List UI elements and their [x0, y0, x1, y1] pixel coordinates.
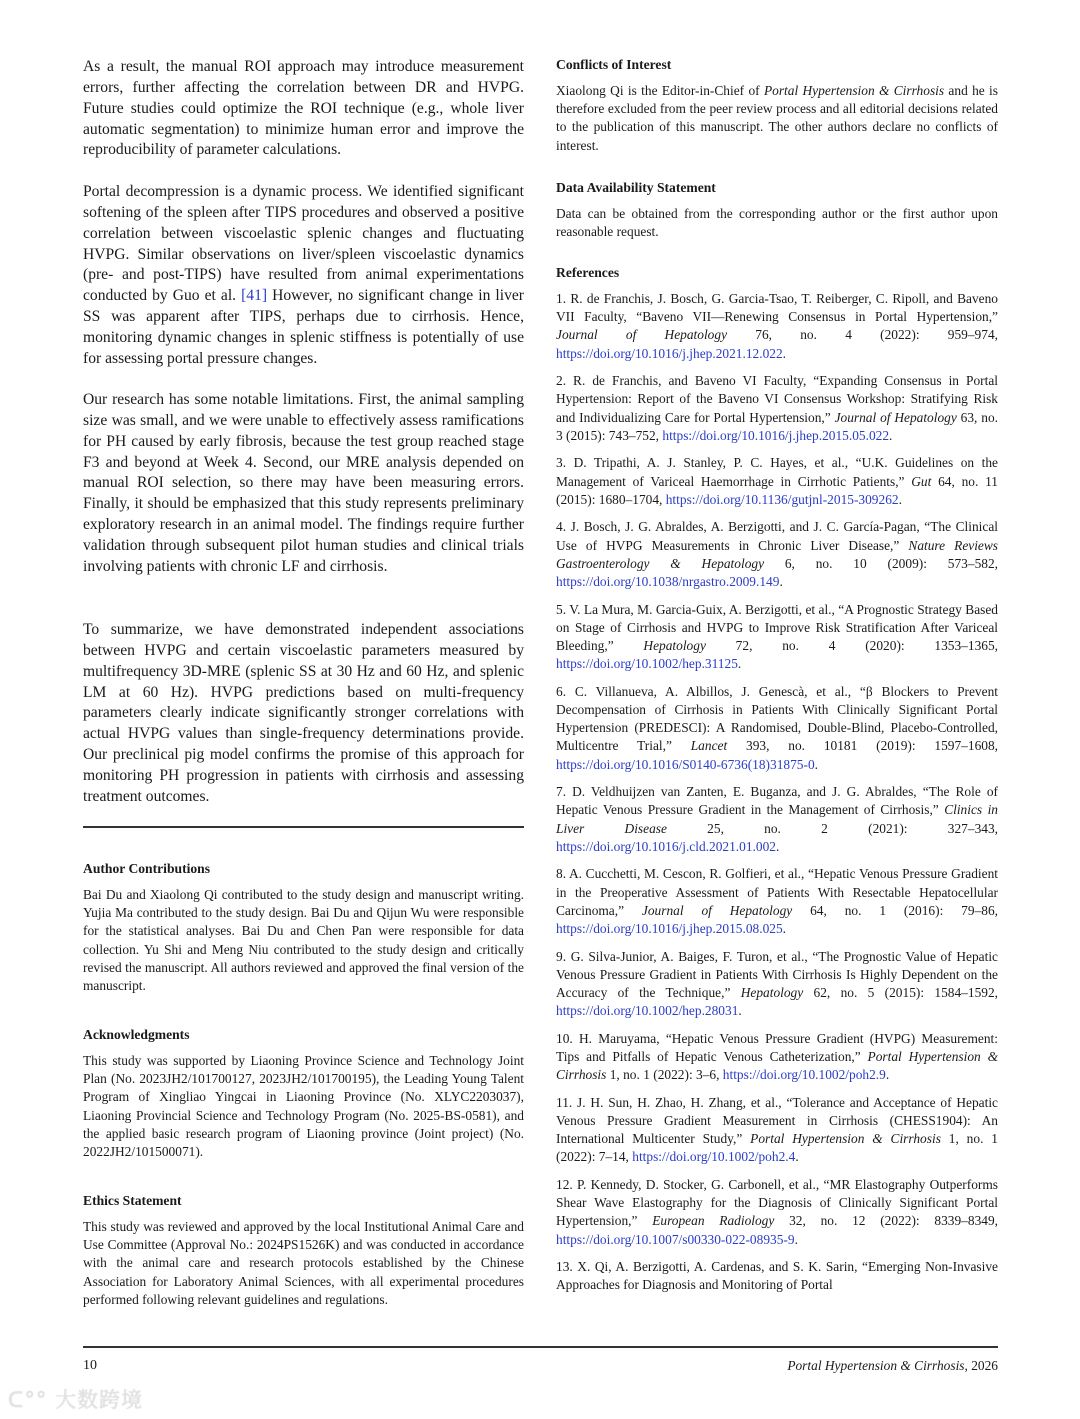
reference-journal: Clinics in Liver Disease [556, 802, 998, 836]
punctuation: . [782, 345, 787, 361]
citation-link[interactable]: [41] [241, 287, 268, 305]
section-text: This study was supported by Liaoning Province Science and Technology Joint Plan (No. 2023JH2/101700127, 2023JH2/101700195), the Leading Young Talent Program of Xingliao Yingcai in Liaoning Province (No. XLYC2203037), Liaoning Provincial Science and Technology Program (No. 2025-BS-0581), and the applied basic research program of Liaoning province (Joint project) (No. 2022JH2/101500071). [83, 1053, 524, 1160]
punctuation: . [737, 656, 742, 672]
year: , 2026 [964, 1358, 998, 1373]
punctuation: . [889, 427, 893, 443]
reference-journal: Journal of Hepatology [641, 902, 793, 918]
author-contributions-section [83, 861, 524, 995]
journal-name: Portal Hypertension & Cirrhosis [763, 83, 945, 98]
reference-text: 1. R. de Franchis, J. Bosch, G. Garcia-Tsao, T. Reiberger, C. Ripoll, and Baveno VII Faculty, “Baveno VII—Renewing Consensus in Portal Hypertension,” [556, 291, 998, 325]
reference-text: 6. C. Villanueva, A. Albillos, J. Genescà, et al., “β Blockers to Prevent Decompensation of Cirrhosis in Patients With Clinically Significant Portal Hypertension (PREDESCI): A Randomised, Double-Blind, Placebo-Controlled, Multicentre Trial,” [556, 683, 998, 754]
watermark-logo: ᑕ°° 大数跨境 [8, 1388, 144, 1412]
reference-item [556, 783, 998, 856]
reference-text: 11. J. H. Sun, H. Zhao, H. Zhang, et al., “Tolerance and Acceptance of Hepatic Venous Pressure Gradient Measurement in Cirrhosis (CHESS1904): An International Multicenter Study,” [556, 1094, 998, 1147]
body-paragraph-portal-decompression [83, 182, 524, 370]
reference-text: 7. D. Veldhuijzen van Zanten, E. Buganza, and J. G. Abraldes, “The Role of Hepatic Venous Pressure Gradient in the Management of Cirrhosis,” [556, 784, 998, 818]
reference-text: 10. H. Maruyama, “Hepatic Venous Pressure Gradient (HVPG) Measurement: Tips and Pitfalls of Hepatic Venous Catheterization,” [556, 1030, 998, 1065]
reference-text: 62, no. 5 (2015): 1584–1592, [803, 985, 998, 1001]
reference-text: 1, no. 1 (2022): 7–14, [556, 1131, 998, 1165]
reference-journal: Journal of Hepatology [556, 327, 728, 343]
reference-item [556, 454, 998, 509]
punctuation: . [814, 756, 818, 772]
reference-doi-link[interactable]: https://doi.org/10.1016/j.cld.2021.01.002 [556, 838, 776, 854]
reference-doi-link[interactable]: https://doi.org/10.1016/j.jhep.2015.08.025 [556, 921, 783, 937]
reference-text: 4. J. Bosch, J. G. Abraldes, A. Berzigotti, and J. C. García-Pagan, “The Clinical Use of HVPG Measurements in Chronic Liver Disease,” [556, 519, 998, 553]
reference-text: 63, no. 3 (2015): 743–752, [556, 409, 998, 443]
punctuation: . [794, 1231, 798, 1247]
punctuation: . [885, 1067, 890, 1083]
reference-item [556, 290, 998, 363]
reference-doi-link[interactable]: https://doi.org/10.1038/nrgastro.2009.149 [556, 574, 780, 590]
reference-journal: European Radiology [652, 1213, 775, 1229]
text: However, no significant change in liver SS was apparent after TIPS, perhaps due to cirrhosis. Hence, monitoring dynamic changes in splenic stiffness is potentially of use for assessing portal pressure changes. [83, 287, 524, 367]
reference-item [556, 948, 998, 1021]
reference-item [556, 1030, 998, 1085]
reference-doi-link[interactable]: https://doi.org/10.1016/S0140-6736(18)31875-0 [556, 756, 815, 772]
reference-text: 25, no. 2 (2021): 327–343, [666, 820, 998, 836]
reference-text: 9. G. Silva-Junior, A. Baiges, F. Turon, et al., “The Prognostic Value of Hepatic Venous Pressure Gradient in Patients With Cirrhosis Is Highly Dependent on the Accuracy of the Technique,” [556, 948, 998, 1001]
section-text: Data can be obtained from the corresponding author or the first author upon reasonable request. [556, 206, 998, 240]
reference-text: 76, no. 4 (2022): 959–974, [727, 327, 998, 343]
page-number: 10 [83, 1358, 97, 1373]
reference-text: 64, no. 1 (2016): 79–86, [792, 902, 999, 918]
reference-journal: Nature Reviews Gastroenterology & Hepatology [556, 537, 999, 571]
reference-doi-link[interactable]: https://doi.org/10.1136/gutjnl-2015-309262 [665, 491, 899, 507]
section-text [556, 82, 998, 155]
reference-journal: Lancet [690, 738, 728, 754]
acknowledgments-section [83, 1027, 524, 1161]
reference-journal: Portal Hypertension & Cirrhosis [556, 1049, 999, 1083]
section-divider [83, 826, 524, 828]
journal-name: Portal Hypertension & Cirrhosis [787, 1358, 965, 1373]
body-paragraph-summary: To summarize, we have demonstrated independent associations between HVPG and certain viscoelastic parameters measured by multifrequency 3D-MRE (splenic SS at 30 Hz and 60 Hz, and splenic LM at 60 Hz). HVPG predictions based on multi-frequency parameters clearly indicate significantly stronger correlations with actual HVPG values than single-frequency determinations provide. Our preclinical pig model confirms the promise of this approach for monitoring PH progression in patients with cirrhosis and assessing treatment outcomes. [83, 621, 524, 805]
reference-text: 8. A. Cucchetti, M. Cescon, R. Golfieri, et al., “Hepatic Venous Pressure Gradient in the Preoperative Assessment of Patients With Resectable Hepatocellular Carcinoma,” [556, 866, 998, 918]
footer-journal [787, 1358, 998, 1374]
text: Xiaolong Qi is the Editor-in-Chief of [556, 83, 764, 98]
reference-journal: Portal Hypertension & Cirrhosis [750, 1131, 941, 1147]
reference-text: 12. P. Kennedy, D. Stocker, G. Carbonell, et al., “MR Elastography Outperforms Shear Wave Elastography for the Diagnosis of Clinically Significant Portal Hypertension,” [556, 1177, 998, 1229]
punctuation: . [782, 921, 787, 937]
section-heading: Conflicts of Interest [556, 57, 672, 72]
watermark-text: 大数跨境 [55, 1388, 144, 1412]
reference-item [556, 865, 998, 938]
reference-item [556, 1176, 998, 1249]
reference-text: 13. X. Qi, A. Berzigotti, A. Cardenas, and S. K. Sarin, “Emerging Non-Invasive Approaches for Diagnosis and Monitoring of Portal [556, 1259, 998, 1293]
reference-item [556, 518, 998, 591]
data-availability-section [556, 180, 998, 241]
reference-text: 5. V. La Mura, M. Garcia-Guix, A. Berzigotti, et al., “A Prognostic Strategy Based on Stage of Cirrhosis and HVPG to Improve Risk Stratification After Variceal Bleeding,” [556, 601, 998, 654]
section-heading: References [556, 265, 620, 280]
reference-doi-link[interactable]: https://doi.org/10.1007/s00330-022-08935-9 [556, 1231, 795, 1247]
punctuation: . [898, 491, 902, 507]
reference-text: 72, no. 4 (2020): 1353–1365, [705, 638, 999, 654]
reference-item [556, 683, 998, 774]
reference-item [556, 1094, 998, 1167]
ethics-section [83, 1193, 524, 1309]
reference-item [556, 601, 998, 674]
text: and he is therefore excluded from the peer review process and all editorial decisions related to the publication of this manuscript. The other authors declare no conflicts of interest. [556, 83, 998, 153]
reference-journal: Gut [911, 473, 932, 489]
references-section [556, 265, 998, 1304]
reference-list [556, 290, 998, 1295]
reference-text: 2. R. de Franchis, and Baveno VI Faculty, “Expanding Consensus in Portal Hypertension: Report of the Baveno VI Consensus Workshop: Stratifying Risk and Individualizing Care for Portal Hypertension,” [556, 373, 998, 425]
section-text: This study was reviewed and approved by the local Institutional Animal Care and Use Committee (Approval No.: 2024PS1526K) and was conducted in accordance with the animal care and research protocols established by the Chinese Association for Laboratory Animal Sciences, with all experimental procedures performed following relevant guidelines and regulations. [83, 1219, 524, 1307]
reference-doi-link[interactable]: https://doi.org/10.1002/poh2.4 [632, 1149, 796, 1165]
punctuation: . [795, 1149, 799, 1165]
reference-doi-link[interactable]: https://doi.org/10.1002/hep.28031 [556, 1003, 739, 1019]
punctuation: . [779, 574, 783, 590]
section-heading: Acknowledgments [83, 1027, 190, 1042]
section-heading: Ethics Statement [83, 1193, 182, 1208]
reference-text: 32, no. 12 (2022): 8339–8349, [774, 1213, 999, 1229]
reference-doi-link[interactable]: https://doi.org/10.1002/poh2.9 [722, 1067, 886, 1083]
reference-journal: Hepatology [740, 985, 804, 1001]
footer-rule [83, 1346, 998, 1348]
reference-text: 1, no. 1 (2022): 3–6, [606, 1067, 723, 1083]
reference-doi-link[interactable]: https://doi.org/10.1016/j.jhep.2021.12.022 [556, 345, 783, 361]
reference-text: 393, no. 10181 (2019): 1597–1608, [727, 738, 998, 754]
punctuation: . [775, 838, 780, 854]
punctuation: . [738, 1003, 742, 1019]
section-heading: Author Contributions [83, 861, 211, 876]
conflicts-section [556, 57, 998, 155]
reference-journal: Hepatology [643, 638, 706, 654]
text: Portal decompression is a dynamic process. We identified significant softening of the spleen after TIPS procedures and observed a positive correlation between viscoelastic splenic changes and fluctuating HVPG. Similar observations on liver/spleen viscoelastic dynamics (pre- and post-TIPS) have resulted from animal experimentations conducted by Guo et al. [83, 183, 524, 305]
reference-doi-link[interactable]: https://doi.org/10.1002/hep.31125 [556, 656, 738, 672]
section-text: Bai Du and Xiaolong Qi contributed to the study design and manuscript writing. Yujia Ma contributed to the study design. Bai Du and Qijun Wu were responsible for the statistical analyses. Bai Du and Chen Pan were responsible for data collection. Yu Shi and Meng Niu contributed to the study design and critically revised the manuscript. All authors reviewed and approved the final version of the manuscript. [83, 887, 524, 994]
section-heading: Data Availability Statement [556, 180, 716, 195]
reference-doi-link[interactable]: https://doi.org/10.1016/j.jhep.2015.05.022 [662, 427, 890, 443]
reference-text: 6, no. 10 (2009): 573–582, [764, 555, 998, 571]
body-paragraph: As a result, the manual ROI approach may introduce measurement errors, further affecting the correlation between DR and HVPG. Future studies could optimize the ROI technique (e.g., whole liver automatic segmentation) to minimize human error and improve the reproducibility of parameter calculations. [83, 58, 524, 159]
reference-item [556, 372, 998, 445]
reference-item [556, 1258, 998, 1294]
body-paragraph-limitations: Our research has some notable limitations. First, the animal sampling size was small, and we were unable to effectively assess ramifications for PH caused by early fibrosis, because the test group reached stage F3 and beyond at Week 4. Second, our MRE analysis depended on manual ROI selection, so there may have been measuring errors. Finally, it should be emphasized that this study represents preliminary exploratory research in an animal model. The findings require further validation through subsequent pilot human studies and clinical trials involving patients with chronic LF and cirrhosis. [83, 391, 524, 575]
reference-text: 3. D. Tripathi, A. J. Stanley, P. C. Hayes, et al., “U.K. Guidelines on the Management of Variceal Haemorrhage in Cirrhotic Patients,” [556, 455, 998, 489]
reference-journal: Journal of Hepatology [834, 409, 957, 425]
reference-text: 64, no. 11 (2015): 1680–1704, [556, 473, 998, 507]
